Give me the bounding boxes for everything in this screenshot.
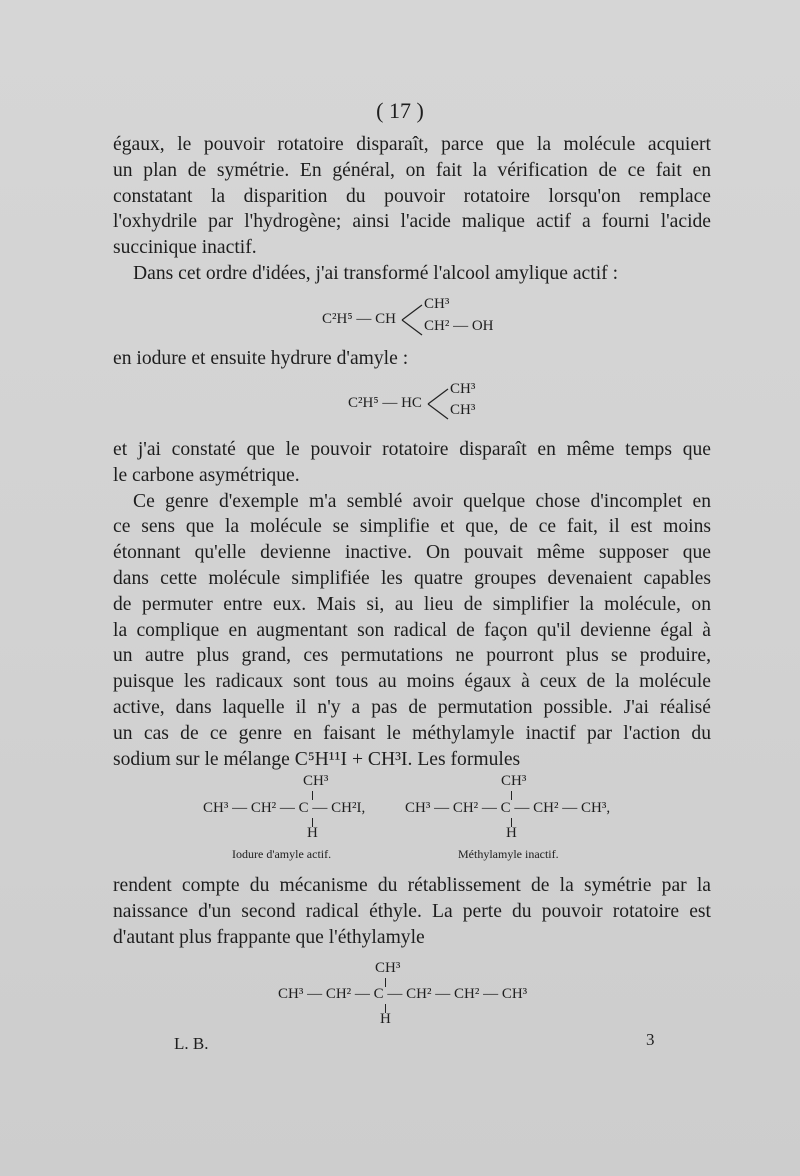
- formula-main: CH³ — CH² — C — CH²I,: [203, 800, 366, 816]
- text-line: égaux, le pouvoir rotatoire disparaît, parce que la molécule acquiert: [113, 134, 711, 155]
- text-block-1: [113, 132, 711, 287]
- text-line: l'oxhydrile par l'hydrogène; ainsi l'acide malique actif a fourni l'acide: [113, 211, 711, 233]
- bond-line: [312, 791, 313, 800]
- text-line: et j'ai constaté que le pouvoir rotatoire disparaît en même temps que: [113, 439, 711, 460]
- bond-line: [511, 791, 512, 800]
- formula-left: C²H⁵ — CH: [322, 311, 396, 327]
- text-line: étonnant qu'elle devienne inactive. On pouvait même supposer que: [113, 542, 711, 564]
- formula-top: CH³: [501, 773, 527, 789]
- formula-main: CH³ — CH² — C — CH² — CH² — CH³: [278, 986, 528, 1002]
- formula-bottom: H: [506, 825, 517, 841]
- text-line: la complique en augmentant son radical de façon qu'il devienne égal à: [113, 619, 711, 641]
- formula-caption: Iodure d'amyle actif.: [232, 847, 332, 861]
- text-line: Ce genre d'exemple m'a semblé avoir quelque chose d'incomplet en: [133, 490, 711, 512]
- text-block-2: [113, 437, 711, 772]
- text-line: en iodure et ensuite hydrure d'amyle :: [113, 348, 409, 369]
- page-number: ( 17 ): [376, 98, 424, 123]
- formula-caption: Méthylamyle inactif.: [458, 847, 559, 861]
- text-line: rendent compte du mécanisme du rétablissement de la symétrie par la: [113, 875, 711, 896]
- text-line: dans cette molécule simplifiée les quatre groupes devenaient capables: [113, 567, 711, 589]
- text-block-3: [113, 873, 711, 950]
- text-line: succinique inactif.: [113, 237, 257, 259]
- formula-top: CH³: [303, 773, 329, 789]
- formula-bottom: H: [307, 825, 318, 841]
- formula-top: CH³: [424, 296, 450, 312]
- text-line: un plan de symétrie. En général, on fait la vérification de ce fait en: [113, 159, 711, 181]
- text-line: sodium sur le mélange C⁵H¹¹I + CH³I. Les formules: [113, 748, 521, 770]
- formula-bottom: CH² — OH: [424, 318, 494, 334]
- formula-main: CH³ — CH² — C — CH² — CH³,: [405, 800, 611, 816]
- formula-top: CH³: [375, 960, 401, 976]
- text-line: constatant la disparition du pouvoir rotatoire lorsqu'on remplace: [113, 185, 711, 207]
- text-line: un autre plus grand, ces permutations ne pourront plus se produire,: [113, 645, 711, 667]
- signature: L. B.: [174, 1034, 209, 1053]
- formula-branch-lines: [426, 386, 450, 422]
- text-line: le carbone asymétrique.: [113, 464, 300, 486]
- sheet-number: 3: [646, 1030, 655, 1049]
- formula-left: C²H⁵ — HC: [348, 395, 422, 411]
- formula-top: CH³: [450, 381, 476, 397]
- text-line: de permuter entre eux. Mais si, au lieu de simplifier la molécule, on: [113, 593, 711, 615]
- text-line: un cas de ce genre en faisant le méthylamyle inactif par l'action du: [113, 722, 711, 744]
- text-line: active, dans laquelle il n'y a pas de permutation possible. J'ai réalisé: [113, 696, 711, 718]
- formula-bottom: H: [380, 1011, 391, 1027]
- text-line: ce sens que la molécule se simplifie et que, de ce fait, il est moins: [113, 516, 711, 538]
- text-line: d'autant plus frappante que l'éthylamyle: [113, 926, 425, 948]
- text-line: Dans cet ordre d'idées, j'ai transformé l'alcool amylique actif :: [133, 262, 619, 284]
- text-line: naissance d'un second radical éthyle. La perte du pouvoir rotatoire est: [113, 900, 711, 922]
- formula-bottom: CH³: [450, 402, 476, 418]
- formula-branch-lines: [400, 302, 424, 338]
- text-line: puisque les radicaux sont tous au moins égaux à ceux de la molécule: [113, 671, 711, 693]
- text-iodure: [113, 346, 711, 372]
